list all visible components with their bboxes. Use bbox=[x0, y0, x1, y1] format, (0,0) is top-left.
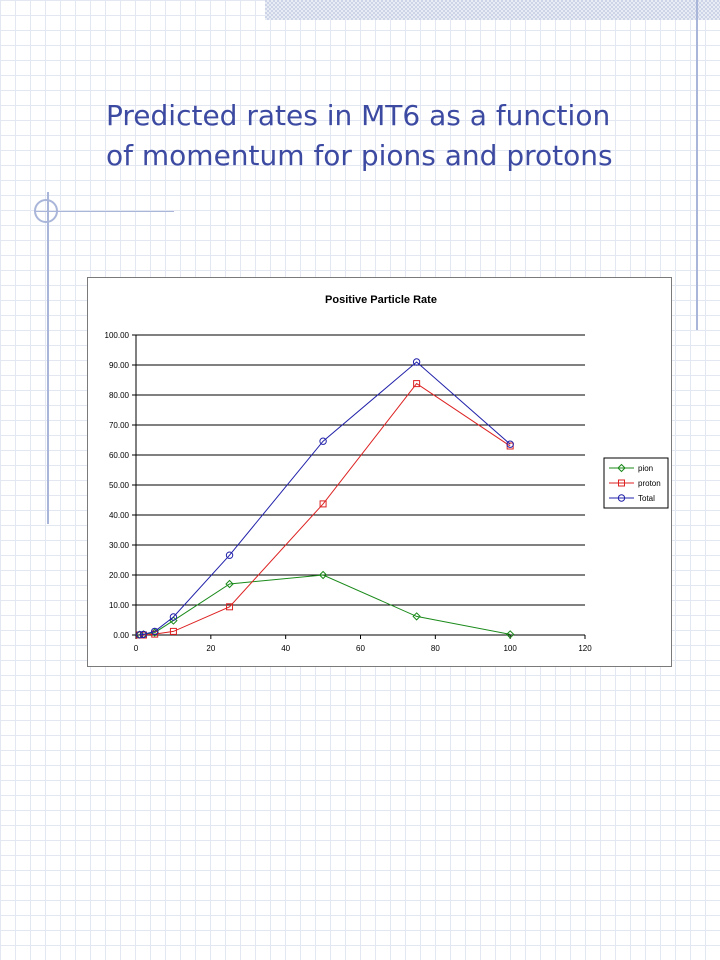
x-tick-label: 80 bbox=[430, 644, 440, 653]
legend-label-total: Total bbox=[638, 494, 655, 503]
y-tick-label: 80.00 bbox=[108, 391, 129, 400]
y-tick-label: 50.00 bbox=[108, 481, 129, 490]
right-vertical-rule bbox=[696, 0, 698, 330]
y-tick-label: 30.00 bbox=[108, 541, 129, 550]
slide-title bbox=[106, 96, 686, 176]
y-tick-label: 60.00 bbox=[108, 451, 129, 460]
chart-frame bbox=[87, 277, 672, 667]
slide-title-line1: Predicted rates in MT6 as a function bbox=[106, 99, 611, 132]
x-tick-label: 0 bbox=[133, 644, 139, 653]
legend-label-proton: proton bbox=[638, 479, 661, 488]
left-vertical-rule bbox=[47, 192, 49, 524]
circle-ornament-icon bbox=[34, 199, 58, 223]
slide-title-line2: of momentum for pions and protons bbox=[106, 139, 613, 172]
legend-label-pion: pion bbox=[638, 464, 654, 473]
series-line-proton bbox=[140, 384, 510, 635]
x-tick-label: 60 bbox=[356, 644, 365, 653]
plot-area bbox=[105, 331, 668, 653]
y-tick-label: 70.00 bbox=[108, 421, 129, 430]
series-line-total bbox=[140, 362, 510, 635]
chart-title: Positive Particle Rate bbox=[325, 294, 437, 306]
y-tick-label: 10.00 bbox=[108, 601, 129, 610]
x-tick-label: 40 bbox=[281, 644, 291, 653]
x-tick-label: 120 bbox=[578, 644, 592, 653]
chart-svg bbox=[88, 278, 673, 668]
y-tick-label: 0.00 bbox=[113, 631, 129, 640]
y-tick-label: 100.00 bbox=[104, 331, 129, 340]
y-tick-label: 20.00 bbox=[108, 571, 129, 580]
x-tick-label: 20 bbox=[206, 644, 216, 653]
y-tick-label: 90.00 bbox=[108, 361, 129, 370]
header-decor-band bbox=[265, 0, 720, 20]
y-tick-label: 40.00 bbox=[108, 511, 129, 520]
x-tick-label: 100 bbox=[503, 644, 517, 653]
